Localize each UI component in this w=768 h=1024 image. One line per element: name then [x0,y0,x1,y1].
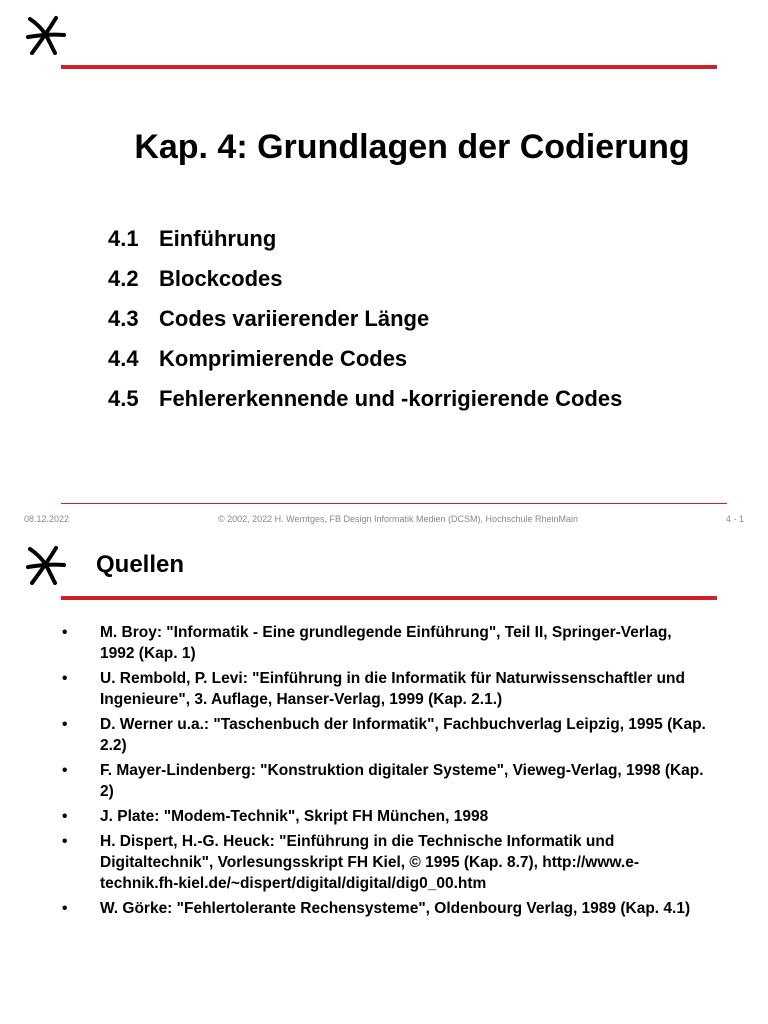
asterisk-logo-icon [26,545,66,585]
table-of-contents [108,219,622,419]
bullet-icon: • [62,716,68,733]
list-item [60,714,710,756]
toc-item [108,379,622,419]
bullet-icon: • [62,833,68,850]
bullet-icon: • [62,670,68,687]
bullet-icon: • [62,624,68,641]
footer-divider [61,503,727,504]
reference-text: W. Görke: "Fehlertolerante Rechensysteme", Oldenbourg Verlag, 1989 (Kap. 4.1) [100,900,691,917]
reference-text: H. Dispert, H.-G. Heuck: "Einführung in die Technische Informatik und Digitaltechnik", Vorlesungsskript FH Kiel, © 1995 (Kap. 8.7), http://www.e-technik.fh-kiel.de/~dispert/digital/digital/dig0_00.htm [100,833,639,892]
chapter-title: Kap. 4: Grundlagen der Codierung [134,128,690,166]
reference-text: F. Mayer-Lindenberg: "Konstruktion digitaler Systeme", Vieweg-Verlag, 1998 (Kap. 2) [100,762,704,800]
list-item [60,668,710,710]
toc-number: 4.4 [108,346,139,371]
list-item [60,898,710,919]
footer-date: 08.12.2022 [24,514,70,524]
list-item [60,760,710,802]
toc-label: Codes variierender Länge [159,306,430,331]
header-divider [61,65,717,69]
toc-label: Komprimierende Codes [159,346,408,371]
toc-number: 4.2 [108,266,139,291]
reference-text: M. Broy: "Informatik - Eine grundlegende Einführung", Teil II, Springer-Verlag, 1992 (Kap. 1) [100,624,672,662]
toc-item [108,219,622,259]
toc-item [108,259,622,299]
reference-text: J. Plate: "Modem-Technik", Skript FH München, 1998 [100,808,489,825]
bullet-icon: • [62,808,68,825]
footer-copyright: © 2002, 2022 H. Werntges, FB Design Informatik Medien (DCSM), Hochschule RheinMain [217,514,579,524]
sources-title: Quellen [96,551,185,578]
toc-label: Fehlererkennende und -korrigierende Codes [159,386,623,411]
asterisk-logo-icon [26,15,66,55]
header-divider [61,596,717,600]
toc-item [108,299,622,339]
toc-label: Einführung [159,226,277,251]
reference-text: D. Werner u.a.: "Taschenbuch der Informatik", Fachbuchverlag Leipzig, 1995 (Kap. 2.2) [100,716,706,754]
bullet-icon: • [62,762,68,779]
reference-list [60,622,710,923]
list-item [60,622,710,664]
list-item [60,806,710,827]
toc-number: 4.5 [108,386,139,411]
reference-text: U. Rembold, P. Levi: "Einführung in die Informatik für Naturwissenschaftler und Ingenieure", 3. Auflage, Hanser-Verlag, 1999 (Kap. 2.1.) [100,670,685,708]
toc-label: Blockcodes [159,266,283,291]
bullet-icon: • [62,900,68,917]
list-item [60,831,710,894]
toc-item [108,339,622,379]
footer-page-number: 4 - 1 [726,514,745,524]
toc-number: 4.1 [108,226,139,251]
toc-number: 4.3 [108,306,139,331]
